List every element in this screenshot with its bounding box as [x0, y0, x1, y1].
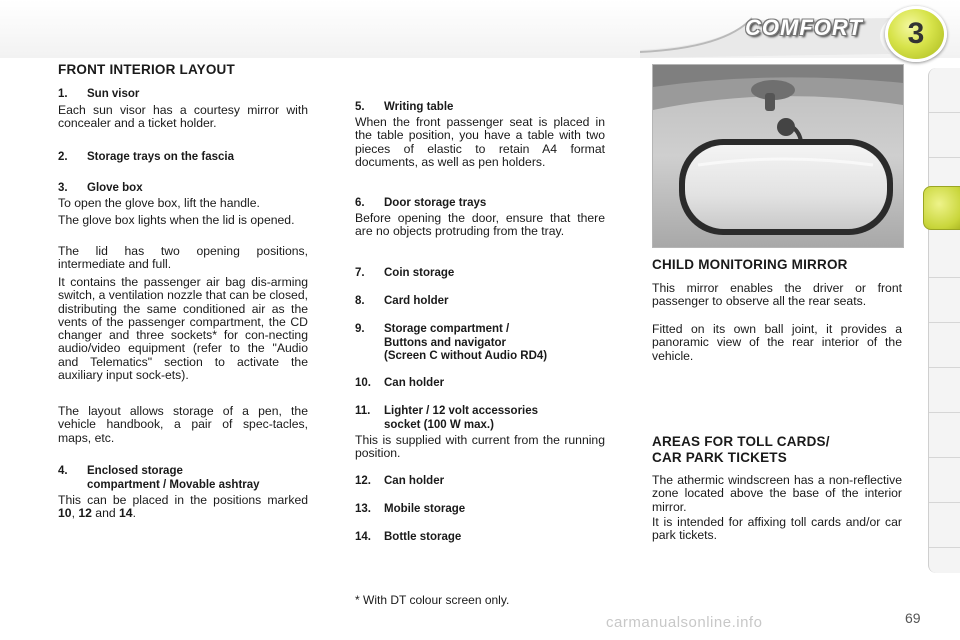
item-title-line-1: Enclosed storage	[87, 465, 183, 477]
item-title: Coin storage	[384, 267, 455, 279]
chapter-tab-1[interactable]	[929, 68, 960, 113]
item-8-heading	[355, 295, 449, 309]
item-title: Writing table	[384, 101, 454, 113]
item-number: 9.	[355, 323, 365, 335]
item-number: 11.	[355, 405, 371, 417]
item-title: Can holder	[384, 475, 445, 487]
item-3-paragraph-1: To open the glove box, lift the handle.	[58, 196, 260, 210]
item-title-line-2: Buttons and navigator	[384, 336, 507, 349]
item-number: 1.	[58, 88, 68, 100]
item-6-text: Before opening the door, ensure that there are no objects protruding from the tray.	[355, 211, 605, 239]
mirror-paragraph-1: This mirror enables the driver or front passenger to observe all the rear seats.	[652, 281, 902, 309]
item-11-text: This is supplied with current from the running position.	[355, 433, 605, 461]
chapter-tab-4[interactable]	[929, 233, 960, 278]
item-title: Can holder	[384, 377, 445, 389]
toll-title-line-1: AREAS FOR TOLL CARDS/	[652, 434, 830, 449]
item-3-paragraph-5: The layout allows storage of a pen, the vehicle handbook, a pair of spec-tacles, maps, etc.	[58, 404, 308, 445]
ref-position-10: 10	[58, 506, 72, 521]
item-title-line-2: compartment / Movable ashtray	[87, 478, 260, 491]
item-number: 13.	[355, 503, 371, 515]
chapter-tab-9[interactable]	[929, 458, 960, 503]
ref-position-14: 14	[119, 506, 133, 521]
item-title-line-2: socket (100 W max.)	[384, 418, 494, 431]
item-number: 6.	[355, 197, 365, 209]
item-number: 10.	[355, 377, 371, 389]
item-title-line-1: Storage compartment /	[384, 323, 510, 335]
item-2-heading	[58, 151, 234, 165]
item-title: Mobile storage	[384, 503, 466, 515]
chapter-tab-7[interactable]	[929, 368, 960, 413]
separator: ,	[71, 506, 79, 521]
item-12-heading	[355, 475, 444, 489]
item-number: 14.	[355, 531, 371, 543]
item-title: Glove box	[87, 182, 143, 194]
chapter-tab-3-active[interactable]	[923, 186, 960, 230]
item-title: Sun visor	[87, 88, 140, 100]
toll-paragraph-1: The athermic windscreen has a non-reflective zone located above the base of the interior mirror.	[652, 473, 902, 514]
item-1-text: Each sun visor has a courtesy mirror with concealer and a ticket holder.	[58, 103, 308, 131]
toll-title-line-2: CAR PARK TICKETS	[652, 450, 787, 465]
item-title: Door storage trays	[384, 197, 487, 209]
chapter-tab-10[interactable]	[929, 503, 960, 548]
mirror-paragraph-2: Fitted on its own ball joint, it provides a panoramic view of the rear interior of the vehicle.	[652, 322, 902, 363]
chapter-tab-8[interactable]	[929, 413, 960, 458]
item-4-text-before: This can be placed in the positions marked	[58, 493, 308, 507]
item-3-heading	[58, 182, 143, 196]
item-7-heading	[355, 267, 454, 281]
toll-paragraph-2: It is intended for affixing toll cards and/or car park tickets.	[652, 515, 902, 543]
watermark: carmanualsonline.info	[606, 614, 763, 631]
item-number: 7.	[355, 267, 365, 279]
item-4-text	[58, 494, 308, 521]
item-title: Bottle storage	[384, 531, 462, 543]
section-title-front-interior: FRONT INTERIOR LAYOUT	[58, 62, 235, 77]
item-6-heading	[355, 197, 486, 211]
chapter-tabs	[928, 68, 960, 573]
page-number: 69	[905, 610, 921, 626]
item-3-paragraph-4: It contains the passenger air bag dis-arming switch, a ventilation nozzle that can be closed, distributing the same conditioned air as the vents of the passenger compartment, the CD changer and three sockets* for con-necting audio/video equipment (refer to the "Audio and Telematics" section to activate the auxiliary input sock-ets).	[58, 275, 308, 383]
item-title-line-1: Lighter / 12 volt accessories	[384, 405, 539, 417]
item-title: Storage trays on the fascia	[87, 151, 234, 163]
item-11-heading	[355, 405, 538, 432]
item-number: 2.	[58, 151, 68, 163]
section-title-toll-cards	[652, 434, 830, 466]
item-4-heading	[58, 465, 260, 492]
mirror-photo	[652, 64, 904, 248]
chapter-tab-6[interactable]	[929, 323, 960, 368]
item-9-heading	[355, 323, 547, 364]
item-3-paragraph-3: The lid has two opening positions, intermediate and full.	[58, 244, 308, 272]
footnote: * With DT colour screen only.	[355, 593, 510, 607]
item-1-heading	[58, 88, 139, 102]
chapter-title: COMFORT	[745, 15, 863, 40]
item-title-line-3: (Screen C without Audio RD4)	[384, 350, 548, 362]
ref-position-12: 12	[78, 506, 92, 521]
chapter-tab-5[interactable]	[929, 278, 960, 323]
period: .	[132, 506, 136, 521]
item-3-paragraph-2: The glove box lights when the lid is opened.	[58, 213, 295, 227]
item-title: Card holder	[384, 295, 449, 307]
item-10-heading	[355, 377, 444, 391]
item-number: 12.	[355, 475, 371, 487]
item-number: 3.	[58, 182, 68, 194]
item-14-heading	[355, 531, 461, 545]
chapter-number-badge[interactable]: 3	[885, 6, 947, 62]
item-number: 5.	[355, 101, 365, 113]
item-13-heading	[355, 503, 465, 517]
section-title-child-mirror: CHILD MONITORING MIRROR	[652, 257, 848, 272]
separator: and	[91, 506, 120, 521]
mirror-illustration	[653, 65, 903, 247]
item-5-heading	[355, 101, 453, 115]
item-number: 8.	[355, 295, 365, 307]
item-5-text: When the front passenger seat is placed in the table position, you have a table with two pieces of elastic to retain A4 format documents, as well as pen holders.	[355, 115, 605, 169]
chapter-tab-2[interactable]	[929, 113, 960, 158]
item-number: 4.	[58, 465, 68, 477]
